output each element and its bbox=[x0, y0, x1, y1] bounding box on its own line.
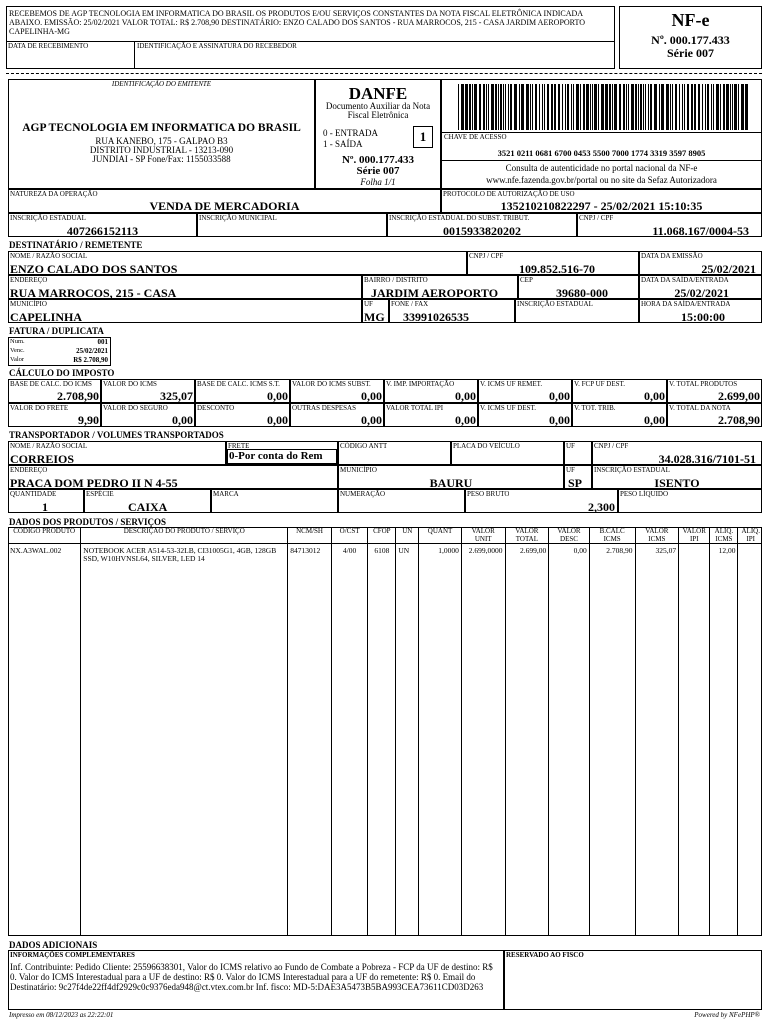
imposto-row2-cell-7 bbox=[667, 403, 762, 427]
imposto-row1-cell-3 bbox=[290, 379, 384, 403]
table-filler-cell bbox=[635, 563, 679, 936]
barcode-bar bbox=[723, 84, 725, 130]
imposto-label: V. TOTAL DA NOTA bbox=[669, 404, 731, 412]
barcode-bar bbox=[521, 84, 524, 130]
canhoto-text: RECEBEMOS DE AGP TECNOLOGIA EM INFORMATICA DO BRASIL OS PRODUTOS E/OU SERVIÇOS CONSTANTES DA NOTA FISCAL ELETRÔNICA INDICADA ABAIXO. EMISSÃO: 25/02/2021 VALOR TOTAL: R$ 2.708,90 DESTINATÁRIO: ENZO CALADO DOS SANTOS - RUA MARROCOS, 215 - CASA JARDIM AEROPORTO CAPELINHA-MG bbox=[9, 9, 586, 36]
barcode-bar bbox=[631, 84, 634, 130]
barcode-bar bbox=[654, 84, 657, 130]
barcode-bar bbox=[661, 84, 664, 130]
barcode-bar bbox=[694, 84, 696, 130]
data-recebimento-label: DATA DE RECEBIMENTO bbox=[8, 42, 89, 50]
produtos-header-cell: B.CÁLC ICMS bbox=[589, 528, 635, 544]
danfe-tipo: 1 bbox=[413, 126, 433, 148]
barcode-bar bbox=[705, 84, 706, 130]
produtos-header-cell: CÓDIGO PRODUTO bbox=[8, 528, 81, 544]
barcode-bar bbox=[547, 84, 549, 130]
imposto-row2-cell-2 bbox=[195, 403, 290, 427]
produtos-header-row bbox=[8, 528, 762, 544]
barcode-bar bbox=[558, 84, 560, 130]
barcode-bar bbox=[474, 84, 477, 130]
danfe-number: Nº. 000.177.433 bbox=[341, 154, 415, 166]
table-cell: 2.699,00 bbox=[505, 544, 549, 564]
ie-value: 407266152113 bbox=[66, 224, 139, 238]
fatura-valor: R$ 2.708,90 bbox=[73, 356, 108, 364]
transp-ie: ISENTO bbox=[654, 476, 700, 490]
imposto-row1-cell-6 bbox=[572, 379, 667, 403]
danfe-entrada: 0 - ENTRADA bbox=[323, 128, 378, 138]
consulta-line1: Consulta de autenticidade no portal nacional da NF-e bbox=[505, 163, 698, 173]
barcode-bar bbox=[605, 84, 608, 130]
produtos-header-cell: VALOR TOTAL bbox=[505, 528, 549, 544]
barcode-bar bbox=[645, 84, 646, 130]
barcode-bar bbox=[682, 84, 683, 130]
transp-qtd: 1 bbox=[42, 500, 48, 514]
table-filler-cell bbox=[461, 563, 505, 936]
imposto-row1-cell-5 bbox=[478, 379, 572, 403]
imposto-row1-cell-7 bbox=[667, 379, 762, 403]
barcode-bar bbox=[571, 84, 572, 130]
barcode-bar bbox=[554, 84, 556, 130]
produtos-header-cell: VALOR UNIT bbox=[461, 528, 505, 544]
imposto-label: OUTRAS DESPESAS bbox=[292, 404, 356, 412]
barcode-bar bbox=[713, 84, 714, 130]
barcode-bar bbox=[486, 84, 487, 130]
imposto-label: VALOR DO SEGURO bbox=[103, 404, 168, 412]
barcode-bar bbox=[472, 84, 473, 130]
barcode-bar bbox=[640, 84, 642, 130]
fatura-section: FATURA / DUPLICATA bbox=[9, 326, 104, 336]
im-label: INSCRIÇÃO MUNICIPAL bbox=[199, 214, 277, 222]
dest-saida: 25/02/2021 bbox=[674, 286, 729, 300]
transp-peso-liquido-label: PESO LÍQUIDO bbox=[620, 490, 669, 498]
imposto-label: V. FCP UF DEST. bbox=[574, 380, 626, 388]
table-filler-cell bbox=[505, 563, 549, 936]
barcode-bar bbox=[732, 84, 733, 130]
barcode-bar bbox=[720, 84, 721, 130]
barcode-bar bbox=[726, 84, 729, 130]
barcode-bar bbox=[716, 84, 719, 130]
imposto-value: 0,00 bbox=[455, 413, 476, 427]
imposto-row2-cell-0 bbox=[8, 403, 101, 427]
imposto-row1-cell-0 bbox=[8, 379, 101, 403]
danfe-saida: 1 - SAÍDA bbox=[323, 139, 363, 149]
iest-label: INSCRIÇÃO ESTADUAL DO SUBST. TRIBUT. bbox=[389, 214, 530, 222]
imposto-value: 0,00 bbox=[361, 413, 382, 427]
dest-hora: 15:00:00 bbox=[681, 310, 725, 324]
produtos-header-cell: VALOR ICMS bbox=[635, 528, 679, 544]
imposto-label: VALOR DO ICMS bbox=[103, 380, 157, 388]
barcode-bar bbox=[628, 84, 629, 130]
barcode-bar bbox=[594, 84, 597, 130]
transp-peso-bruto: 2,300 bbox=[588, 500, 615, 514]
barcode-bar bbox=[526, 84, 529, 130]
produtos-body bbox=[8, 544, 762, 937]
emitente-address2: DISTRITO INDUSTRIAL - 13213-090 bbox=[89, 145, 234, 155]
transp-placa-label: PLACA DO VEÍCULO bbox=[453, 442, 520, 450]
produtos-header-cell: DESCRIÇÃO DO PRODUTO / SERVIÇO bbox=[81, 528, 288, 544]
dest-cep: 39680-000 bbox=[556, 286, 608, 300]
natureza-value: VENDA DE MERCADORIA bbox=[149, 199, 300, 213]
produtos-header-cell: VALOR DESC bbox=[549, 528, 590, 544]
table-row bbox=[8, 544, 762, 564]
barcode-bar bbox=[741, 84, 744, 130]
imposto-label: VALOR TOTAL IPI bbox=[386, 404, 444, 412]
dest-nome-label: NOME / RAZÃO SOCIAL bbox=[10, 252, 88, 260]
table-filler-cell bbox=[589, 563, 635, 936]
barcode-bar bbox=[666, 84, 669, 130]
imposto-row2-cell-6 bbox=[572, 403, 667, 427]
imposto-row2-cell-4 bbox=[384, 403, 478, 427]
barcode-bar bbox=[505, 84, 506, 130]
barcode-bar bbox=[483, 84, 485, 130]
barcode-bar bbox=[488, 84, 489, 130]
barcode-bar bbox=[650, 84, 652, 130]
dest-uf: MG bbox=[364, 310, 385, 324]
transp-especie-label: ESPÉCIE bbox=[86, 490, 114, 498]
imposto-value: 0,00 bbox=[361, 389, 382, 403]
barcode-bar bbox=[551, 84, 553, 130]
imposto-value: 0,00 bbox=[267, 389, 288, 403]
dest-ie-label: INSCRIÇÃO ESTADUAL bbox=[517, 300, 593, 308]
barcode-bar bbox=[461, 84, 464, 130]
ie-label: INSCRIÇÃO ESTADUAL bbox=[10, 214, 86, 222]
table-cell: 2.708,90 bbox=[589, 544, 635, 564]
barcode bbox=[458, 84, 748, 130]
table-filler-cell bbox=[549, 563, 590, 936]
barcode-bar bbox=[609, 84, 611, 130]
imposto-label: BASE DE CALC. DO ICMS bbox=[10, 380, 92, 388]
barcode-bar bbox=[510, 84, 512, 130]
barcode-bar bbox=[691, 84, 693, 130]
produtos-header-cell: QUANT bbox=[419, 528, 462, 544]
table-cell: UN bbox=[396, 544, 419, 564]
adicionais-section: DADOS ADICIONAIS bbox=[9, 940, 98, 950]
imposto-value: 0,00 bbox=[267, 413, 288, 427]
dest-nome: ENZO CALADO DOS SANTOS bbox=[10, 262, 178, 276]
imposto-label: V. ICMS UF DEST. bbox=[480, 404, 536, 412]
printed-at: Impresso em 08/12/2023 as 22:22:01 bbox=[9, 1011, 114, 1019]
produtos-header-cell: ALÍQ. IPI bbox=[738, 528, 762, 544]
table-cell: 84713012 bbox=[288, 544, 332, 564]
produtos-header-cell: VALOR IPI bbox=[679, 528, 710, 544]
fatura-venc-label: Venc. bbox=[10, 347, 25, 354]
produtos-header-cell: CFOP bbox=[368, 528, 396, 544]
info-label: INFORMAÇÕES COMPLEMENTARES bbox=[10, 951, 135, 959]
transp-antt-label: CÓDIGO ANTT bbox=[340, 442, 388, 450]
table-cell bbox=[679, 544, 710, 564]
canhoto-nfe-serie: Série 007 bbox=[667, 46, 714, 60]
imposto-row1-cell-2 bbox=[195, 379, 290, 403]
dest-saida-label: DATA DA SAÍDA/ENTRADA bbox=[641, 276, 729, 284]
fatura-num: 001 bbox=[97, 338, 108, 346]
barcode-bar bbox=[583, 84, 585, 130]
barcode-bar bbox=[738, 84, 739, 130]
barcode-bar bbox=[619, 84, 621, 130]
canhoto-divider-h bbox=[6, 41, 615, 42]
imposto-label: V. IMP. IMPORTAÇÃO bbox=[386, 380, 455, 388]
table-filler-cell bbox=[396, 563, 419, 936]
dest-fone-label: FONE / FAX bbox=[391, 300, 429, 308]
barcode-bar bbox=[614, 84, 617, 130]
barcode-bar bbox=[491, 84, 494, 130]
imposto-value: 0,00 bbox=[644, 389, 665, 403]
transp-marca-label: MARCA bbox=[213, 490, 239, 498]
imposto-label: DESCONTO bbox=[197, 404, 235, 412]
barcode-bar bbox=[635, 84, 637, 130]
transportador-section: TRANSPORTADOR / VOLUMES TRANSPORTADOS bbox=[9, 430, 224, 440]
barcode-bar bbox=[539, 84, 540, 130]
dest-emissao: 25/02/2021 bbox=[701, 262, 756, 276]
emitente-address3: JUNDIAI - SP Fone/Fax: 1155033588 bbox=[92, 154, 231, 164]
consulta-line2: www.nfe.fazenda.gov.br/portal ou no site da Sefaz Autorizadora bbox=[486, 175, 717, 185]
dest-fone: 33991026535 bbox=[403, 310, 469, 324]
protocolo-value: 135210210822297 - 25/02/2021 15:10:35 bbox=[500, 199, 703, 213]
barcode-bar bbox=[626, 84, 627, 130]
transp-numeracao-label: NUMERAÇÃO bbox=[340, 490, 386, 498]
barcode-bar bbox=[702, 84, 703, 130]
barcode-bar bbox=[495, 84, 497, 130]
table-cell: NX.A3WAL.002 bbox=[10, 546, 62, 555]
danfe-title: DANFE bbox=[348, 84, 408, 103]
dest-endereco-label: ENDEREÇO bbox=[10, 276, 48, 284]
transp-endereco: PRACA DOM PEDRO II N 4-55 bbox=[10, 476, 178, 490]
barcode-bar bbox=[745, 84, 748, 130]
transp-qtd-label: QUANTIDADE bbox=[10, 490, 57, 498]
barcode-bar bbox=[458, 84, 459, 130]
table-cell: 12,00 bbox=[710, 544, 738, 564]
imposto-label: V. TOT. TRIB. bbox=[574, 404, 616, 412]
table-cell bbox=[738, 544, 762, 564]
table-filler-cell bbox=[81, 563, 288, 936]
destinatario-section: DESTINATÁRIO / REMETENTE bbox=[9, 240, 143, 250]
canhoto-nfe-number: Nº. 000.177.433 bbox=[651, 33, 730, 47]
barcode-bar bbox=[679, 84, 680, 130]
transp-nome: CORREIOS bbox=[10, 452, 75, 466]
produtos-table bbox=[8, 528, 762, 936]
transp-peso-bruto-label: PESO BRUTO bbox=[467, 490, 510, 498]
danfe-subtitle1: Documento Auxiliar da Nota bbox=[325, 101, 431, 111]
dest-emissao-label: DATA DA EMISSÃO bbox=[641, 252, 703, 260]
produtos-section: DADOS DOS PRODUTOS / SERVIÇOS bbox=[9, 517, 167, 527]
protocolo-label: PROTOCOLO DE AUTORIZAÇÃO DE USO bbox=[443, 190, 575, 198]
imposto-value: 325,07 bbox=[160, 389, 193, 403]
transp-municipio: BAURU bbox=[429, 476, 473, 490]
fisco-label: RESERVADO AO FISCO bbox=[506, 951, 584, 959]
imposto-label: VALOR DO ICMS SUBST. bbox=[292, 380, 371, 388]
barcode-bar bbox=[734, 84, 737, 130]
barcode-bar bbox=[532, 84, 533, 130]
imposto-value: 2.708,90 bbox=[718, 413, 760, 427]
dest-uf-label: UF bbox=[364, 300, 373, 308]
produtos-header-cell: NCM/SH bbox=[288, 528, 332, 544]
fatura-venc: 25/02/2021 bbox=[76, 347, 108, 355]
imposto-label: V. TOTAL PRODUTOS bbox=[669, 380, 738, 388]
imposto-section: CÁLCULO DO IMPOSTO bbox=[9, 368, 115, 378]
transp-frete-label: FRETE bbox=[228, 442, 250, 450]
imposto-value: 2.708,90 bbox=[57, 389, 99, 403]
dest-cep-label: CEP bbox=[520, 276, 533, 284]
table-filler-row bbox=[8, 563, 762, 936]
chave-label: CHAVE DE ACESSO bbox=[444, 133, 507, 141]
natureza-label: NATUREZA DA OPERAÇÃO bbox=[10, 190, 98, 198]
barcode-bar bbox=[707, 84, 709, 130]
barcode-bar bbox=[530, 84, 531, 130]
barcode-bar bbox=[711, 84, 712, 130]
barcode-bar bbox=[730, 84, 731, 130]
imposto-value: 0,00 bbox=[549, 413, 570, 427]
barcode-bar bbox=[576, 84, 579, 130]
table-filler-cell bbox=[288, 563, 332, 936]
dest-endereco: RUA MARROCOS, 215 - CASA bbox=[10, 286, 177, 300]
dest-hora-label: HORA DA SAÍDA/ENTRADA bbox=[641, 300, 731, 308]
dest-cnpj: 109.852.516-70 bbox=[519, 262, 595, 276]
canhoto-nfe-title: NF-e bbox=[671, 10, 710, 30]
barcode-bar bbox=[687, 84, 689, 130]
barcode-bar bbox=[514, 84, 517, 130]
table-filler-cell bbox=[331, 563, 367, 936]
fisco-box bbox=[504, 950, 762, 1010]
barcode-bar bbox=[469, 84, 471, 130]
transp-especie: CAIXA bbox=[128, 500, 168, 514]
barcode-bar bbox=[479, 84, 481, 130]
barcode-bar bbox=[586, 84, 589, 130]
imposto-label: VALOR DO FRETE bbox=[10, 404, 69, 412]
canhoto-divider-v bbox=[134, 41, 135, 69]
produtos-header-cell: UN bbox=[396, 528, 419, 544]
imposto-value: 0,00 bbox=[455, 389, 476, 403]
table-cell: NOTEBOOK ACER A514-53-32LB, CI31005G1, 4GB, 128GB SSD, W10HVNSL64, SILVER, LED 14 bbox=[81, 544, 288, 564]
barcode-bar bbox=[565, 84, 566, 130]
barcode-bar bbox=[535, 84, 537, 130]
danfe-subtitle2: Fiscal Eletrônica bbox=[347, 110, 409, 120]
dest-cnpj-label: CNPJ / CPF bbox=[469, 252, 504, 260]
barcode-bar bbox=[648, 84, 649, 130]
barcode-bar bbox=[567, 84, 569, 130]
produtos-table-box bbox=[8, 527, 762, 936]
barcode-bar bbox=[580, 84, 581, 130]
imposto-label: V. ICMS UF REMET. bbox=[480, 380, 543, 388]
emitente-label: IDENTIFICAÇÃO DO EMITENTE bbox=[111, 80, 212, 88]
produtos-header-cell: O/CST bbox=[331, 528, 367, 544]
transp-nome-label: NOME / RAZÃO SOCIAL bbox=[10, 442, 88, 450]
imposto-row2-cell-5 bbox=[478, 403, 572, 427]
table-filler-cell bbox=[419, 563, 462, 936]
table-filler-cell bbox=[738, 563, 762, 936]
imposto-row1-cell-1 bbox=[101, 379, 195, 403]
table-cell: 4/00 bbox=[331, 544, 367, 564]
barcode-bar bbox=[503, 84, 504, 130]
iest-value: 0015933820202 bbox=[443, 224, 521, 238]
transp-ie-label: INSCRIÇÃO ESTADUAL bbox=[594, 466, 670, 474]
danfe-serie: Série 007 bbox=[356, 165, 400, 177]
produtos-header-cell: ALÍQ. ICMS bbox=[710, 528, 738, 544]
transp-uf2-label: UF bbox=[566, 466, 575, 474]
emitente-name: AGP TECNOLOGIA EM INFORMATICA DO BRASIL bbox=[22, 122, 301, 134]
table-cell: 6108 bbox=[368, 544, 396, 564]
barcode-bar bbox=[672, 84, 673, 130]
chave-divider2 bbox=[441, 160, 762, 161]
danfe-folha: Folha 1/1 bbox=[360, 177, 396, 187]
barcode-bar bbox=[638, 84, 639, 130]
barcode-bar bbox=[562, 84, 563, 130]
imposto-value: 9,90 bbox=[78, 413, 99, 427]
fatura-valor-label: Valor bbox=[10, 356, 25, 363]
transp-municipio-label: MUNICÍPIO bbox=[340, 466, 377, 474]
dest-municipio: CAPELINHA bbox=[10, 310, 83, 324]
barcode-graphic bbox=[458, 84, 748, 130]
imposto-value: 2.699,00 bbox=[718, 389, 760, 403]
table-cell: 2.699,0000 bbox=[461, 544, 505, 564]
barcode-bar bbox=[643, 84, 644, 130]
table-filler-cell bbox=[8, 563, 81, 936]
barcode-bar bbox=[623, 84, 625, 130]
imposto-value: 0,00 bbox=[549, 389, 570, 403]
barcode-bar bbox=[612, 84, 613, 130]
powered-by: Powered by NFePHP® bbox=[694, 1011, 760, 1019]
imposto-label: BASE DE CALC. ICMS S.T. bbox=[197, 380, 280, 388]
barcode-bar bbox=[684, 84, 685, 130]
transp-cnpj-label: CNPJ / CPF bbox=[594, 442, 629, 450]
table-filler-cell bbox=[368, 563, 396, 936]
barcode-bar bbox=[592, 84, 593, 130]
dest-bairro: JARDIM AEROPORTO bbox=[371, 286, 499, 300]
barcode-bar bbox=[498, 84, 499, 130]
dest-bairro-label: BAIRRO / DISTRITO bbox=[364, 276, 428, 284]
emitente-address1: RUA KANEBO, 175 - GALPAO B3 bbox=[95, 136, 228, 146]
cnpj-emit-value: 11.068.167/0004-53 bbox=[652, 224, 749, 238]
table-filler-cell bbox=[710, 563, 738, 936]
barcode-bar bbox=[500, 84, 502, 130]
assinatura-label: IDENTIFICAÇÃO E ASSINATURA DO RECEBEDOR bbox=[137, 42, 297, 50]
barcode-bar bbox=[508, 84, 509, 130]
barcode-bar bbox=[659, 84, 660, 130]
barcode-bar bbox=[601, 84, 604, 130]
dest-municipio-label: MUNICÍPIO bbox=[10, 300, 47, 308]
transp-frete: 0-Por conta do Rem bbox=[227, 449, 337, 464]
table-cell: 325,07 bbox=[635, 544, 679, 564]
transp-endereco-label: ENDEREÇO bbox=[10, 466, 48, 474]
transp-uf-label: UF bbox=[566, 442, 575, 450]
barcode-bar bbox=[544, 84, 545, 130]
imposto-value: 0,00 bbox=[644, 413, 665, 427]
chave-value: 3521 0211 0681 6700 0453 5500 7000 1774 3319 3597 8905 bbox=[497, 148, 706, 158]
barcode-bar bbox=[590, 84, 591, 130]
barcode-bar bbox=[542, 84, 543, 130]
barcode-bar bbox=[573, 84, 574, 130]
table-cell: 0,00 bbox=[549, 544, 590, 564]
barcode-bar bbox=[465, 84, 468, 130]
imposto-value: 0,00 bbox=[172, 413, 193, 427]
info-text: Inf. Contribuinte: Pedido Cliente: 25596638301, Valor do ICMS relativo ao Fundo de Combate a Pobreza - FCP da UF de destino: R$ 0. Valor do ICMS Interestadual para a UF de destino: R$ 0. Valor do ICMS Interestadual para a UF do remetente: R$ 0. Email do Destinatário: 9c27f4de22ff4df2929c0c9376eda948@ct.vtex.com.br Inf. fisco: MD-5:DAE3A5473B5BA993CEA73611CD03D263 bbox=[10, 962, 493, 992]
imposto-row1-cell-4 bbox=[384, 379, 478, 403]
cnpj-emit-label: CNPJ / CPF bbox=[579, 214, 614, 222]
barcode-bar bbox=[675, 84, 677, 130]
imposto-row2-cell-1 bbox=[101, 403, 195, 427]
cut-line bbox=[6, 73, 762, 74]
emitente-box bbox=[8, 79, 315, 189]
table-cell: 1,0000 bbox=[419, 544, 462, 564]
transp-cnpj: 34.028.316/7101-51 bbox=[658, 452, 756, 466]
barcode-bar bbox=[698, 84, 700, 130]
fatura-num-label: Num. bbox=[10, 338, 25, 345]
table-filler-cell bbox=[679, 563, 710, 936]
imposto-row2-cell-3 bbox=[290, 403, 384, 427]
barcode-bar bbox=[598, 84, 599, 130]
transp-uf2: SP bbox=[568, 476, 583, 490]
barcode-bar bbox=[519, 84, 520, 130]
barcode-bar bbox=[670, 84, 671, 130]
